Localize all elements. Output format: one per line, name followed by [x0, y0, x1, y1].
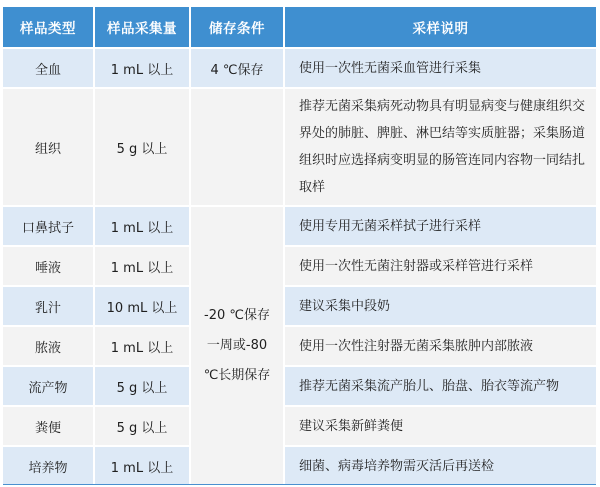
merged-storage-condition-cell: -20 ℃保存一周或-80 ℃长期保存 — [191, 207, 285, 487]
sample-amount-cell: 10 mL 以上 — [95, 287, 191, 327]
table-row — [3, 287, 596, 327]
sample-amount-cell: 1 mL 以上 — [95, 247, 191, 287]
sample-amount-cell: 1 mL 以上 — [95, 49, 191, 89]
table-row — [3, 247, 596, 287]
table-row — [3, 207, 596, 247]
table-row — [3, 367, 596, 407]
sample-type-cell: 粪便 — [3, 407, 95, 447]
sample-type-cell: 口鼻拭子 — [3, 207, 95, 247]
sample-amount-cell: 5 g 以上 — [95, 407, 191, 447]
table-row — [3, 327, 596, 367]
sampling-notes-cell: 推荐无菌采集流产胎儿、胎盘、胎衣等流产物 — [285, 367, 596, 407]
header-storage-condition: 储存条件 — [191, 7, 285, 49]
sample-type-cell: 培养物 — [3, 447, 95, 487]
storage-condition-cell — [191, 89, 285, 207]
sampling-notes-cell: 建议采集中段奶 — [285, 287, 596, 327]
sample-type-cell: 脓液 — [3, 327, 95, 367]
sample-type-cell: 流产物 — [3, 367, 95, 407]
sample-amount-cell: 1 mL 以上 — [95, 207, 191, 247]
table-row — [3, 407, 596, 447]
sampling-notes-cell: 使用一次性无菌注射器或采样管进行采样 — [285, 247, 596, 287]
sample-amount-cell: 5 g 以上 — [95, 367, 191, 407]
sampling-notes-cell: 建议采集新鲜粪便 — [285, 407, 596, 447]
sampling-notes-cell: 推荐无菌采集病死动物具有明显病变与健康组织交界处的肺脏、脾脏、淋巴结等实质脏器；采集肠道组织时应选择病变明显的肠管连同内容物一同结扎取样 — [285, 89, 596, 207]
sample-type-cell: 全血 — [3, 49, 95, 89]
sampling-notes-cell: 使用一次性注射器无菌采集脓肿内部脓液 — [285, 327, 596, 367]
sample-type-cell: 唾液 — [3, 247, 95, 287]
header-sample-amount: 样品采集量 — [95, 7, 191, 49]
sample-amount-cell: 1 mL 以上 — [95, 327, 191, 367]
sample-type-cell: 乳汁 — [3, 287, 95, 327]
header-sample-type: 样品类型 — [3, 7, 95, 49]
table-row — [3, 49, 596, 89]
sample-collection-table — [3, 7, 596, 487]
sample-type-cell: 组织 — [3, 89, 95, 207]
header-sampling-notes: 采样说明 — [285, 7, 596, 49]
sample-amount-cell: 1 mL 以上 — [95, 447, 191, 487]
table-row — [3, 447, 596, 487]
table-row — [3, 89, 596, 207]
sample-amount-cell: 5 g 以上 — [95, 89, 191, 207]
table-header-row — [3, 7, 596, 49]
sampling-notes-cell: 使用专用无菌采样拭子进行采样 — [285, 207, 596, 247]
sampling-notes-cell: 细菌、病毒培养物需灭活后再送检 — [285, 447, 596, 487]
storage-condition-cell: 4 ℃保存 — [191, 49, 285, 89]
sampling-notes-cell: 使用一次性无菌采血管进行采集 — [285, 49, 596, 89]
